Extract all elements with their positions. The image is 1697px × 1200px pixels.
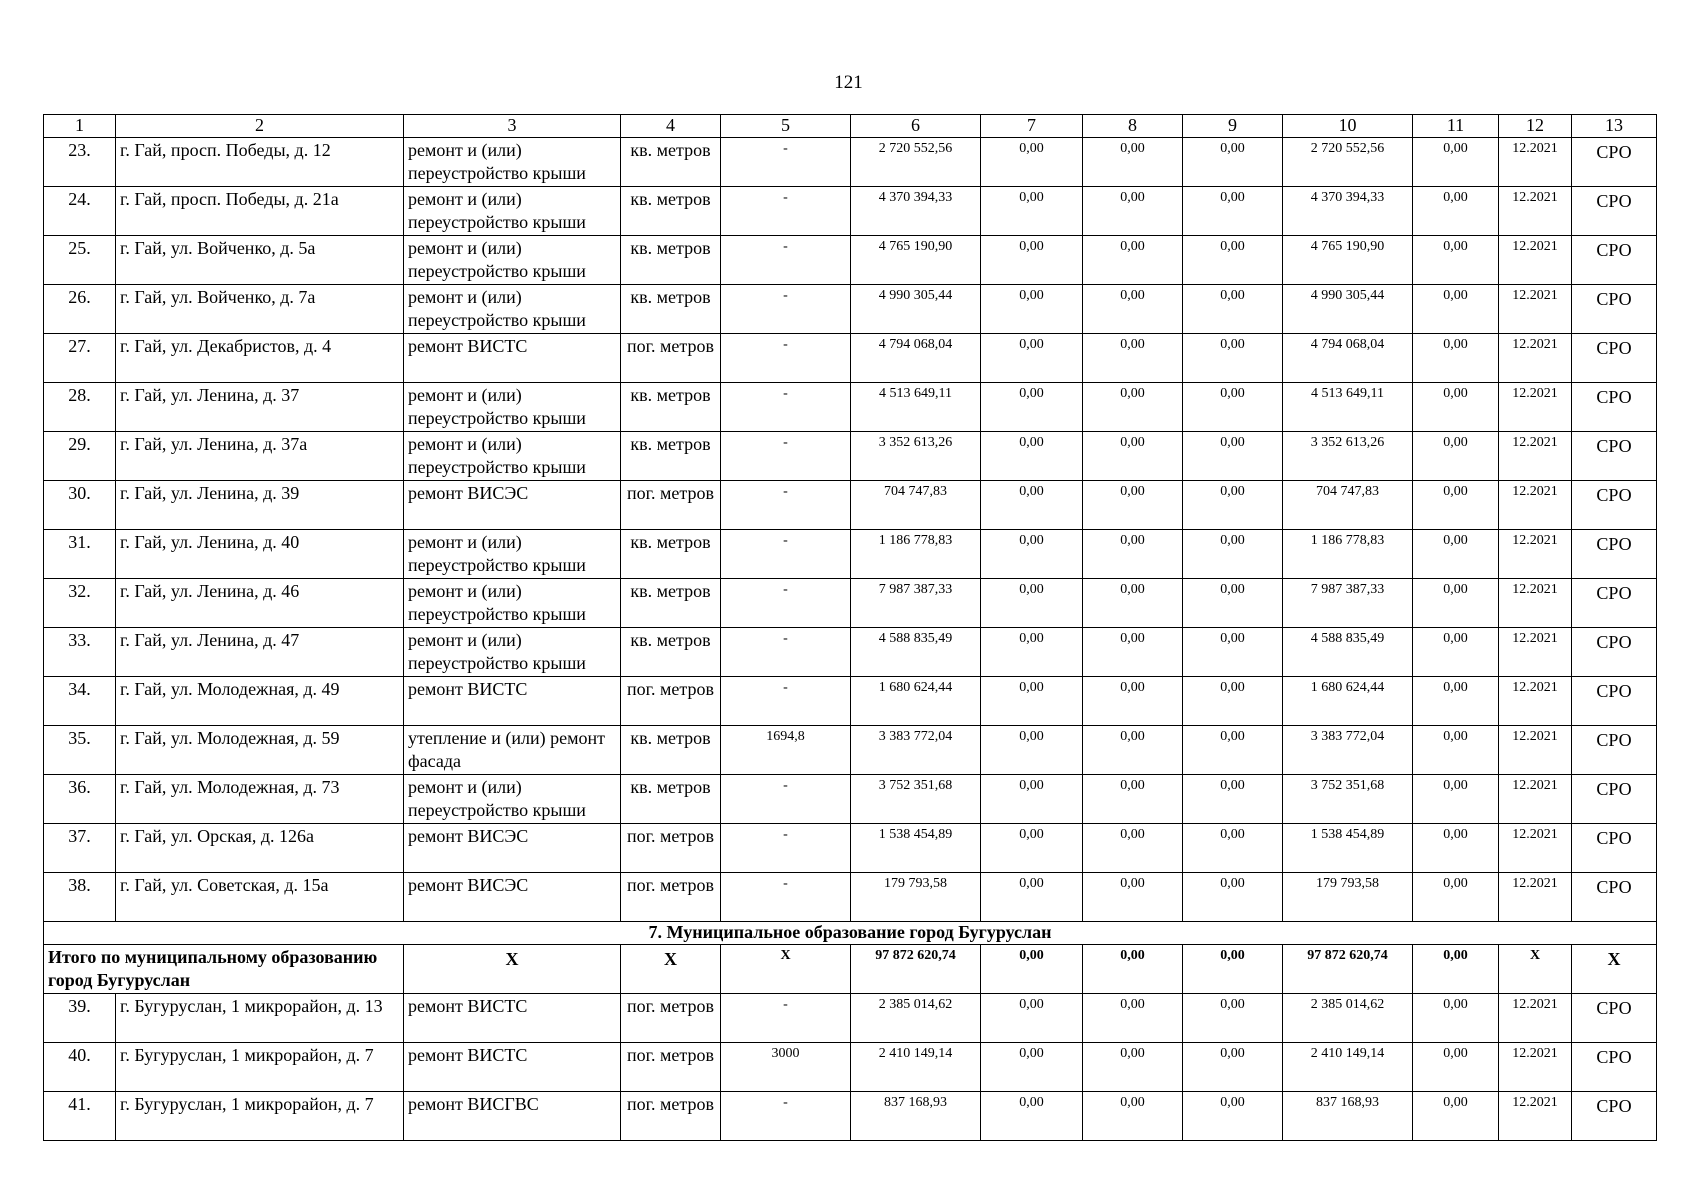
work-type-cell: ремонт и (или) переустройство крыши <box>404 187 621 236</box>
table-row <box>44 138 1657 187</box>
work-type-cell: ремонт ВИСГВС <box>404 1092 621 1141</box>
deadline-cell: 12.2021 <box>1499 334 1572 383</box>
fund-cell: 0,00 <box>1083 383 1183 432</box>
fund-cell: 0,00 <box>1183 824 1283 873</box>
executor-cell: СРО <box>1572 530 1657 579</box>
deadline-cell: 12.2021 <box>1499 677 1572 726</box>
executor-cell: СРО <box>1572 1092 1657 1141</box>
deadline-cell: 12.2021 <box>1499 1043 1572 1092</box>
column-header: 12 <box>1499 115 1572 138</box>
unit-cell: кв. метров <box>621 628 721 677</box>
total-cell: 0,00 <box>981 945 1083 994</box>
total-cost-cell: 3 352 613,26 <box>851 432 981 481</box>
address-cell: г. Гай, ул. Ленина, д. 37а <box>116 432 404 481</box>
owners-funds-cell: 1 680 624,44 <box>1283 677 1413 726</box>
unit-cell: пог. метров <box>621 994 721 1043</box>
executor-cell: СРО <box>1572 579 1657 628</box>
other-funds-cell: 0,00 <box>1413 775 1499 824</box>
fund-cell: 0,00 <box>1183 994 1283 1043</box>
total-cell: 0,00 <box>1183 945 1283 994</box>
deadline-cell: 12.2021 <box>1499 628 1572 677</box>
owners-funds-cell: 2 720 552,56 <box>1283 138 1413 187</box>
fund-cell: 0,00 <box>1183 628 1283 677</box>
address-cell: г. Гай, ул. Ленина, д. 39 <box>116 481 404 530</box>
fund-cell: 0,00 <box>1083 579 1183 628</box>
deadline-cell: 12.2021 <box>1499 775 1572 824</box>
other-funds-cell: 0,00 <box>1413 285 1499 334</box>
quantity-cell: - <box>721 873 851 922</box>
table-row <box>44 285 1657 334</box>
unit-cell: кв. метров <box>621 775 721 824</box>
quantity-cell: - <box>721 334 851 383</box>
fund-cell: 0,00 <box>1083 726 1183 775</box>
row-number-cell: 32. <box>44 579 116 628</box>
fund-cell: 0,00 <box>981 432 1083 481</box>
other-funds-cell: 0,00 <box>1413 138 1499 187</box>
address-cell: г. Бугуруслан, 1 микрорайон, д. 7 <box>116 1092 404 1141</box>
other-funds-cell: 0,00 <box>1413 481 1499 530</box>
executor-cell: СРО <box>1572 628 1657 677</box>
row-number-cell: 33. <box>44 628 116 677</box>
total-cost-cell: 2 385 014,62 <box>851 994 981 1043</box>
fund-cell: 0,00 <box>981 236 1083 285</box>
address-cell: г. Гай, ул. Молодежная, д. 49 <box>116 677 404 726</box>
executor-cell: СРО <box>1572 677 1657 726</box>
executor-cell: СРО <box>1572 285 1657 334</box>
executor-cell: СРО <box>1572 432 1657 481</box>
table-row <box>44 481 1657 530</box>
work-type-cell: ремонт и (или) переустройство крыши <box>404 530 621 579</box>
table-row <box>44 994 1657 1043</box>
unit-cell: пог. метров <box>621 1043 721 1092</box>
row-number-cell: 25. <box>44 236 116 285</box>
fund-cell: 0,00 <box>1083 481 1183 530</box>
column-header: 9 <box>1183 115 1283 138</box>
work-type-cell: ремонт ВИСТС <box>404 334 621 383</box>
row-number-cell: 34. <box>44 677 116 726</box>
fund-cell: 0,00 <box>1083 236 1183 285</box>
owners-funds-cell: 2 410 149,14 <box>1283 1043 1413 1092</box>
unit-cell: кв. метров <box>621 726 721 775</box>
total-cost-cell: 1 538 454,89 <box>851 824 981 873</box>
deadline-cell: 12.2021 <box>1499 285 1572 334</box>
row-number-cell: 26. <box>44 285 116 334</box>
executor-cell: СРО <box>1572 383 1657 432</box>
total-cell: 0,00 <box>1083 945 1183 994</box>
deadline-cell: 12.2021 <box>1499 138 1572 187</box>
total-cost-cell: 1 680 624,44 <box>851 677 981 726</box>
total-cell: X <box>1572 945 1657 994</box>
unit-cell: пог. метров <box>621 334 721 383</box>
quantity-cell: - <box>721 187 851 236</box>
owners-funds-cell: 4 370 394,33 <box>1283 187 1413 236</box>
row-number-cell: 30. <box>44 481 116 530</box>
column-header: 3 <box>404 115 621 138</box>
address-cell: г. Гай, ул. Ленина, д. 46 <box>116 579 404 628</box>
owners-funds-cell: 837 168,93 <box>1283 1092 1413 1141</box>
total-cell: 97 872 620,74 <box>851 945 981 994</box>
total-cost-cell: 179 793,58 <box>851 873 981 922</box>
column-header: 11 <box>1413 115 1499 138</box>
fund-cell: 0,00 <box>1083 775 1183 824</box>
quantity-cell: - <box>721 677 851 726</box>
work-type-cell: утепление и (или) ремонт фасада <box>404 726 621 775</box>
table-row <box>44 236 1657 285</box>
address-cell: г. Гай, ул. Ленина, д. 40 <box>116 530 404 579</box>
total-cell: X <box>621 945 721 994</box>
unit-cell: пог. метров <box>621 1092 721 1141</box>
address-cell: г. Гай, просп. Победы, д. 21а <box>116 187 404 236</box>
row-number-cell: 36. <box>44 775 116 824</box>
owners-funds-cell: 4 990 305,44 <box>1283 285 1413 334</box>
work-type-cell: ремонт и (или) переустройство крыши <box>404 432 621 481</box>
total-cost-cell: 2 720 552,56 <box>851 138 981 187</box>
column-header: 4 <box>621 115 721 138</box>
fund-cell: 0,00 <box>1083 334 1183 383</box>
fund-cell: 0,00 <box>1083 432 1183 481</box>
total-cost-cell: 4 370 394,33 <box>851 187 981 236</box>
page-number: 121 <box>834 72 863 93</box>
column-header: 13 <box>1572 115 1657 138</box>
other-funds-cell: 0,00 <box>1413 579 1499 628</box>
other-funds-cell: 0,00 <box>1413 1043 1499 1092</box>
executor-cell: СРО <box>1572 187 1657 236</box>
unit-cell: пог. метров <box>621 824 721 873</box>
total-cost-cell: 4 765 190,90 <box>851 236 981 285</box>
quantity-cell: - <box>721 530 851 579</box>
table-row <box>44 873 1657 922</box>
row-number-cell: 39. <box>44 994 116 1043</box>
address-cell: г. Гай, ул. Молодежная, д. 59 <box>116 726 404 775</box>
executor-cell: СРО <box>1572 726 1657 775</box>
total-cost-cell: 7 987 387,33 <box>851 579 981 628</box>
total-cost-cell: 1 186 778,83 <box>851 530 981 579</box>
total-cost-cell: 3 752 351,68 <box>851 775 981 824</box>
fund-cell: 0,00 <box>1083 824 1183 873</box>
column-header: 7 <box>981 115 1083 138</box>
other-funds-cell: 0,00 <box>1413 824 1499 873</box>
deadline-cell: 12.2021 <box>1499 1092 1572 1141</box>
address-cell: г. Бугуруслан, 1 микрорайон, д. 7 <box>116 1043 404 1092</box>
fund-cell: 0,00 <box>981 530 1083 579</box>
fund-cell: 0,00 <box>1183 677 1283 726</box>
fund-cell: 0,00 <box>1183 1092 1283 1141</box>
other-funds-cell: 0,00 <box>1413 236 1499 285</box>
owners-funds-cell: 179 793,58 <box>1283 873 1413 922</box>
fund-cell: 0,00 <box>981 1043 1083 1092</box>
deadline-cell: 12.2021 <box>1499 579 1572 628</box>
table-row <box>44 677 1657 726</box>
owners-funds-cell: 4 588 835,49 <box>1283 628 1413 677</box>
fund-cell: 0,00 <box>981 775 1083 824</box>
fund-cell: 0,00 <box>1083 873 1183 922</box>
fund-cell: 0,00 <box>1083 530 1183 579</box>
unit-cell: кв. метров <box>621 236 721 285</box>
fund-cell: 0,00 <box>1183 726 1283 775</box>
other-funds-cell: 0,00 <box>1413 677 1499 726</box>
unit-cell: пог. метров <box>621 873 721 922</box>
owners-funds-cell: 1 186 778,83 <box>1283 530 1413 579</box>
executor-cell: СРО <box>1572 775 1657 824</box>
owners-funds-cell: 3 383 772,04 <box>1283 726 1413 775</box>
fund-cell: 0,00 <box>981 628 1083 677</box>
fund-cell: 0,00 <box>1183 187 1283 236</box>
quantity-cell: - <box>721 1092 851 1141</box>
address-cell: г. Гай, просп. Победы, д. 12 <box>116 138 404 187</box>
total-cell: X <box>1499 945 1572 994</box>
owners-funds-cell: 3 352 613,26 <box>1283 432 1413 481</box>
column-header: 8 <box>1083 115 1183 138</box>
executor-cell: СРО <box>1572 138 1657 187</box>
column-header: 5 <box>721 115 851 138</box>
quantity-cell: - <box>721 432 851 481</box>
total-cost-cell: 3 383 772,04 <box>851 726 981 775</box>
fund-cell: 0,00 <box>981 1092 1083 1141</box>
quantity-cell: - <box>721 383 851 432</box>
address-cell: г. Гай, ул. Советская, д. 15а <box>116 873 404 922</box>
unit-cell: кв. метров <box>621 530 721 579</box>
total-row <box>44 945 1657 994</box>
address-cell: г. Гай, ул. Декабристов, д. 4 <box>116 334 404 383</box>
deadline-cell: 12.2021 <box>1499 824 1572 873</box>
total-cost-cell: 2 410 149,14 <box>851 1043 981 1092</box>
address-cell: г. Гай, ул. Молодежная, д. 73 <box>116 775 404 824</box>
address-cell: г. Гай, ул. Войченко, д. 7а <box>116 285 404 334</box>
total-cell: X <box>721 945 851 994</box>
work-type-cell: ремонт и (или) переустройство крыши <box>404 138 621 187</box>
quantity-cell: 1694,8 <box>721 726 851 775</box>
quantity-cell: - <box>721 824 851 873</box>
section-title: 7. Муниципальное образование город Бугуруслан <box>44 922 1657 945</box>
row-number-cell: 40. <box>44 1043 116 1092</box>
work-type-cell: ремонт и (или) переустройство крыши <box>404 628 621 677</box>
row-number-cell: 24. <box>44 187 116 236</box>
fund-cell: 0,00 <box>981 579 1083 628</box>
fund-cell: 0,00 <box>1183 383 1283 432</box>
row-number-cell: 37. <box>44 824 116 873</box>
executor-cell: СРО <box>1572 481 1657 530</box>
row-number-cell: 31. <box>44 530 116 579</box>
work-type-cell: ремонт ВИСЭС <box>404 873 621 922</box>
other-funds-cell: 0,00 <box>1413 873 1499 922</box>
table-row <box>44 432 1657 481</box>
executor-cell: СРО <box>1572 334 1657 383</box>
quantity-cell: - <box>721 994 851 1043</box>
quantity-cell: - <box>721 285 851 334</box>
deadline-cell: 12.2021 <box>1499 383 1572 432</box>
fund-cell: 0,00 <box>1083 994 1183 1043</box>
address-cell: г. Бугуруслан, 1 микрорайон, д. 13 <box>116 994 404 1043</box>
row-number-cell: 23. <box>44 138 116 187</box>
table-row <box>44 187 1657 236</box>
fund-cell: 0,00 <box>1183 873 1283 922</box>
work-type-cell: ремонт и (или) переустройство крыши <box>404 775 621 824</box>
deadline-cell: 12.2021 <box>1499 432 1572 481</box>
executor-cell: СРО <box>1572 1043 1657 1092</box>
owners-funds-cell: 2 385 014,62 <box>1283 994 1413 1043</box>
table-row <box>44 824 1657 873</box>
total-cell: X <box>404 945 621 994</box>
deadline-cell: 12.2021 <box>1499 994 1572 1043</box>
repair-program-table <box>43 114 1657 1141</box>
row-number-cell: 28. <box>44 383 116 432</box>
fund-cell: 0,00 <box>1183 579 1283 628</box>
unit-cell: пог. метров <box>621 677 721 726</box>
total-cell: 0,00 <box>1413 945 1499 994</box>
deadline-cell: 12.2021 <box>1499 873 1572 922</box>
fund-cell: 0,00 <box>1083 1043 1183 1092</box>
work-type-cell: ремонт ВИСЭС <box>404 824 621 873</box>
owners-funds-cell: 4 765 190,90 <box>1283 236 1413 285</box>
column-header: 10 <box>1283 115 1413 138</box>
fund-cell: 0,00 <box>981 334 1083 383</box>
total-cost-cell: 4 990 305,44 <box>851 285 981 334</box>
quantity-cell: - <box>721 775 851 824</box>
unit-cell: пог. метров <box>621 481 721 530</box>
fund-cell: 0,00 <box>981 873 1083 922</box>
deadline-cell: 12.2021 <box>1499 481 1572 530</box>
fund-cell: 0,00 <box>1183 775 1283 824</box>
table-row <box>44 530 1657 579</box>
owners-funds-cell: 4 513 649,11 <box>1283 383 1413 432</box>
fund-cell: 0,00 <box>1083 138 1183 187</box>
total-cost-cell: 704 747,83 <box>851 481 981 530</box>
row-number-cell: 29. <box>44 432 116 481</box>
table-row <box>44 628 1657 677</box>
total-label: Итого по муниципальному образованию город Бугуруслан <box>44 945 404 994</box>
work-type-cell: ремонт ВИСТС <box>404 1043 621 1092</box>
fund-cell: 0,00 <box>1183 334 1283 383</box>
row-number-cell: 38. <box>44 873 116 922</box>
deadline-cell: 12.2021 <box>1499 187 1572 236</box>
other-funds-cell: 0,00 <box>1413 334 1499 383</box>
fund-cell: 0,00 <box>981 187 1083 236</box>
row-number-cell: 35. <box>44 726 116 775</box>
unit-cell: кв. метров <box>621 383 721 432</box>
table-row <box>44 775 1657 824</box>
row-number-cell: 27. <box>44 334 116 383</box>
column-header: 1 <box>44 115 116 138</box>
fund-cell: 0,00 <box>1083 187 1183 236</box>
fund-cell: 0,00 <box>1083 285 1183 334</box>
fund-cell: 0,00 <box>1183 432 1283 481</box>
other-funds-cell: 0,00 <box>1413 383 1499 432</box>
other-funds-cell: 0,00 <box>1413 1092 1499 1141</box>
other-funds-cell: 0,00 <box>1413 726 1499 775</box>
work-type-cell: ремонт и (или) переустройство крыши <box>404 579 621 628</box>
fund-cell: 0,00 <box>981 285 1083 334</box>
work-type-cell: ремонт и (или) переустройство крыши <box>404 383 621 432</box>
table-row <box>44 334 1657 383</box>
unit-cell: кв. метров <box>621 187 721 236</box>
owners-funds-cell: 4 794 068,04 <box>1283 334 1413 383</box>
total-cost-cell: 837 168,93 <box>851 1092 981 1141</box>
executor-cell: СРО <box>1572 873 1657 922</box>
owners-funds-cell: 3 752 351,68 <box>1283 775 1413 824</box>
owners-funds-cell: 1 538 454,89 <box>1283 824 1413 873</box>
work-type-cell: ремонт ВИСТС <box>404 677 621 726</box>
fund-cell: 0,00 <box>1183 530 1283 579</box>
section-header-row <box>44 922 1657 945</box>
total-cost-cell: 4 588 835,49 <box>851 628 981 677</box>
fund-cell: 0,00 <box>1183 138 1283 187</box>
work-type-cell: ремонт ВИСТС <box>404 994 621 1043</box>
column-header: 2 <box>116 115 404 138</box>
unit-cell: кв. метров <box>621 432 721 481</box>
total-cell: 97 872 620,74 <box>1283 945 1413 994</box>
fund-cell: 0,00 <box>1083 628 1183 677</box>
total-cost-cell: 4 794 068,04 <box>851 334 981 383</box>
fund-cell: 0,00 <box>1083 677 1183 726</box>
unit-cell: кв. метров <box>621 285 721 334</box>
work-type-cell: ремонт ВИСЭС <box>404 481 621 530</box>
quantity-cell: - <box>721 628 851 677</box>
other-funds-cell: 0,00 <box>1413 628 1499 677</box>
fund-cell: 0,00 <box>1183 1043 1283 1092</box>
owners-funds-cell: 7 987 387,33 <box>1283 579 1413 628</box>
column-number-row <box>44 115 1657 138</box>
fund-cell: 0,00 <box>1183 481 1283 530</box>
total-cost-cell: 4 513 649,11 <box>851 383 981 432</box>
fund-cell: 0,00 <box>981 481 1083 530</box>
fund-cell: 0,00 <box>1083 1092 1183 1141</box>
other-funds-cell: 0,00 <box>1413 994 1499 1043</box>
other-funds-cell: 0,00 <box>1413 432 1499 481</box>
unit-cell: кв. метров <box>621 579 721 628</box>
quantity-cell: - <box>721 579 851 628</box>
work-type-cell: ремонт и (или) переустройство крыши <box>404 236 621 285</box>
address-cell: г. Гай, ул. Войченко, д. 5а <box>116 236 404 285</box>
other-funds-cell: 0,00 <box>1413 530 1499 579</box>
table-row <box>44 579 1657 628</box>
fund-cell: 0,00 <box>981 138 1083 187</box>
quantity-cell: - <box>721 236 851 285</box>
table-row <box>44 1043 1657 1092</box>
fund-cell: 0,00 <box>981 726 1083 775</box>
fund-cell: 0,00 <box>981 824 1083 873</box>
quantity-cell: - <box>721 481 851 530</box>
fund-cell: 0,00 <box>981 994 1083 1043</box>
quantity-cell: - <box>721 138 851 187</box>
executor-cell: СРО <box>1572 824 1657 873</box>
table-row <box>44 726 1657 775</box>
deadline-cell: 12.2021 <box>1499 530 1572 579</box>
executor-cell: СРО <box>1572 236 1657 285</box>
fund-cell: 0,00 <box>1183 285 1283 334</box>
executor-cell: СРО <box>1572 994 1657 1043</box>
owners-funds-cell: 704 747,83 <box>1283 481 1413 530</box>
quantity-cell: 3000 <box>721 1043 851 1092</box>
deadline-cell: 12.2021 <box>1499 236 1572 285</box>
fund-cell: 0,00 <box>981 383 1083 432</box>
address-cell: г. Гай, ул. Ленина, д. 37 <box>116 383 404 432</box>
address-cell: г. Гай, ул. Орская, д. 126а <box>116 824 404 873</box>
work-type-cell: ремонт и (или) переустройство крыши <box>404 285 621 334</box>
other-funds-cell: 0,00 <box>1413 187 1499 236</box>
column-header: 6 <box>851 115 981 138</box>
table-row <box>44 383 1657 432</box>
unit-cell: кв. метров <box>621 138 721 187</box>
deadline-cell: 12.2021 <box>1499 726 1572 775</box>
fund-cell: 0,00 <box>981 677 1083 726</box>
table-row <box>44 1092 1657 1141</box>
row-number-cell: 41. <box>44 1092 116 1141</box>
address-cell: г. Гай, ул. Ленина, д. 47 <box>116 628 404 677</box>
fund-cell: 0,00 <box>1183 236 1283 285</box>
